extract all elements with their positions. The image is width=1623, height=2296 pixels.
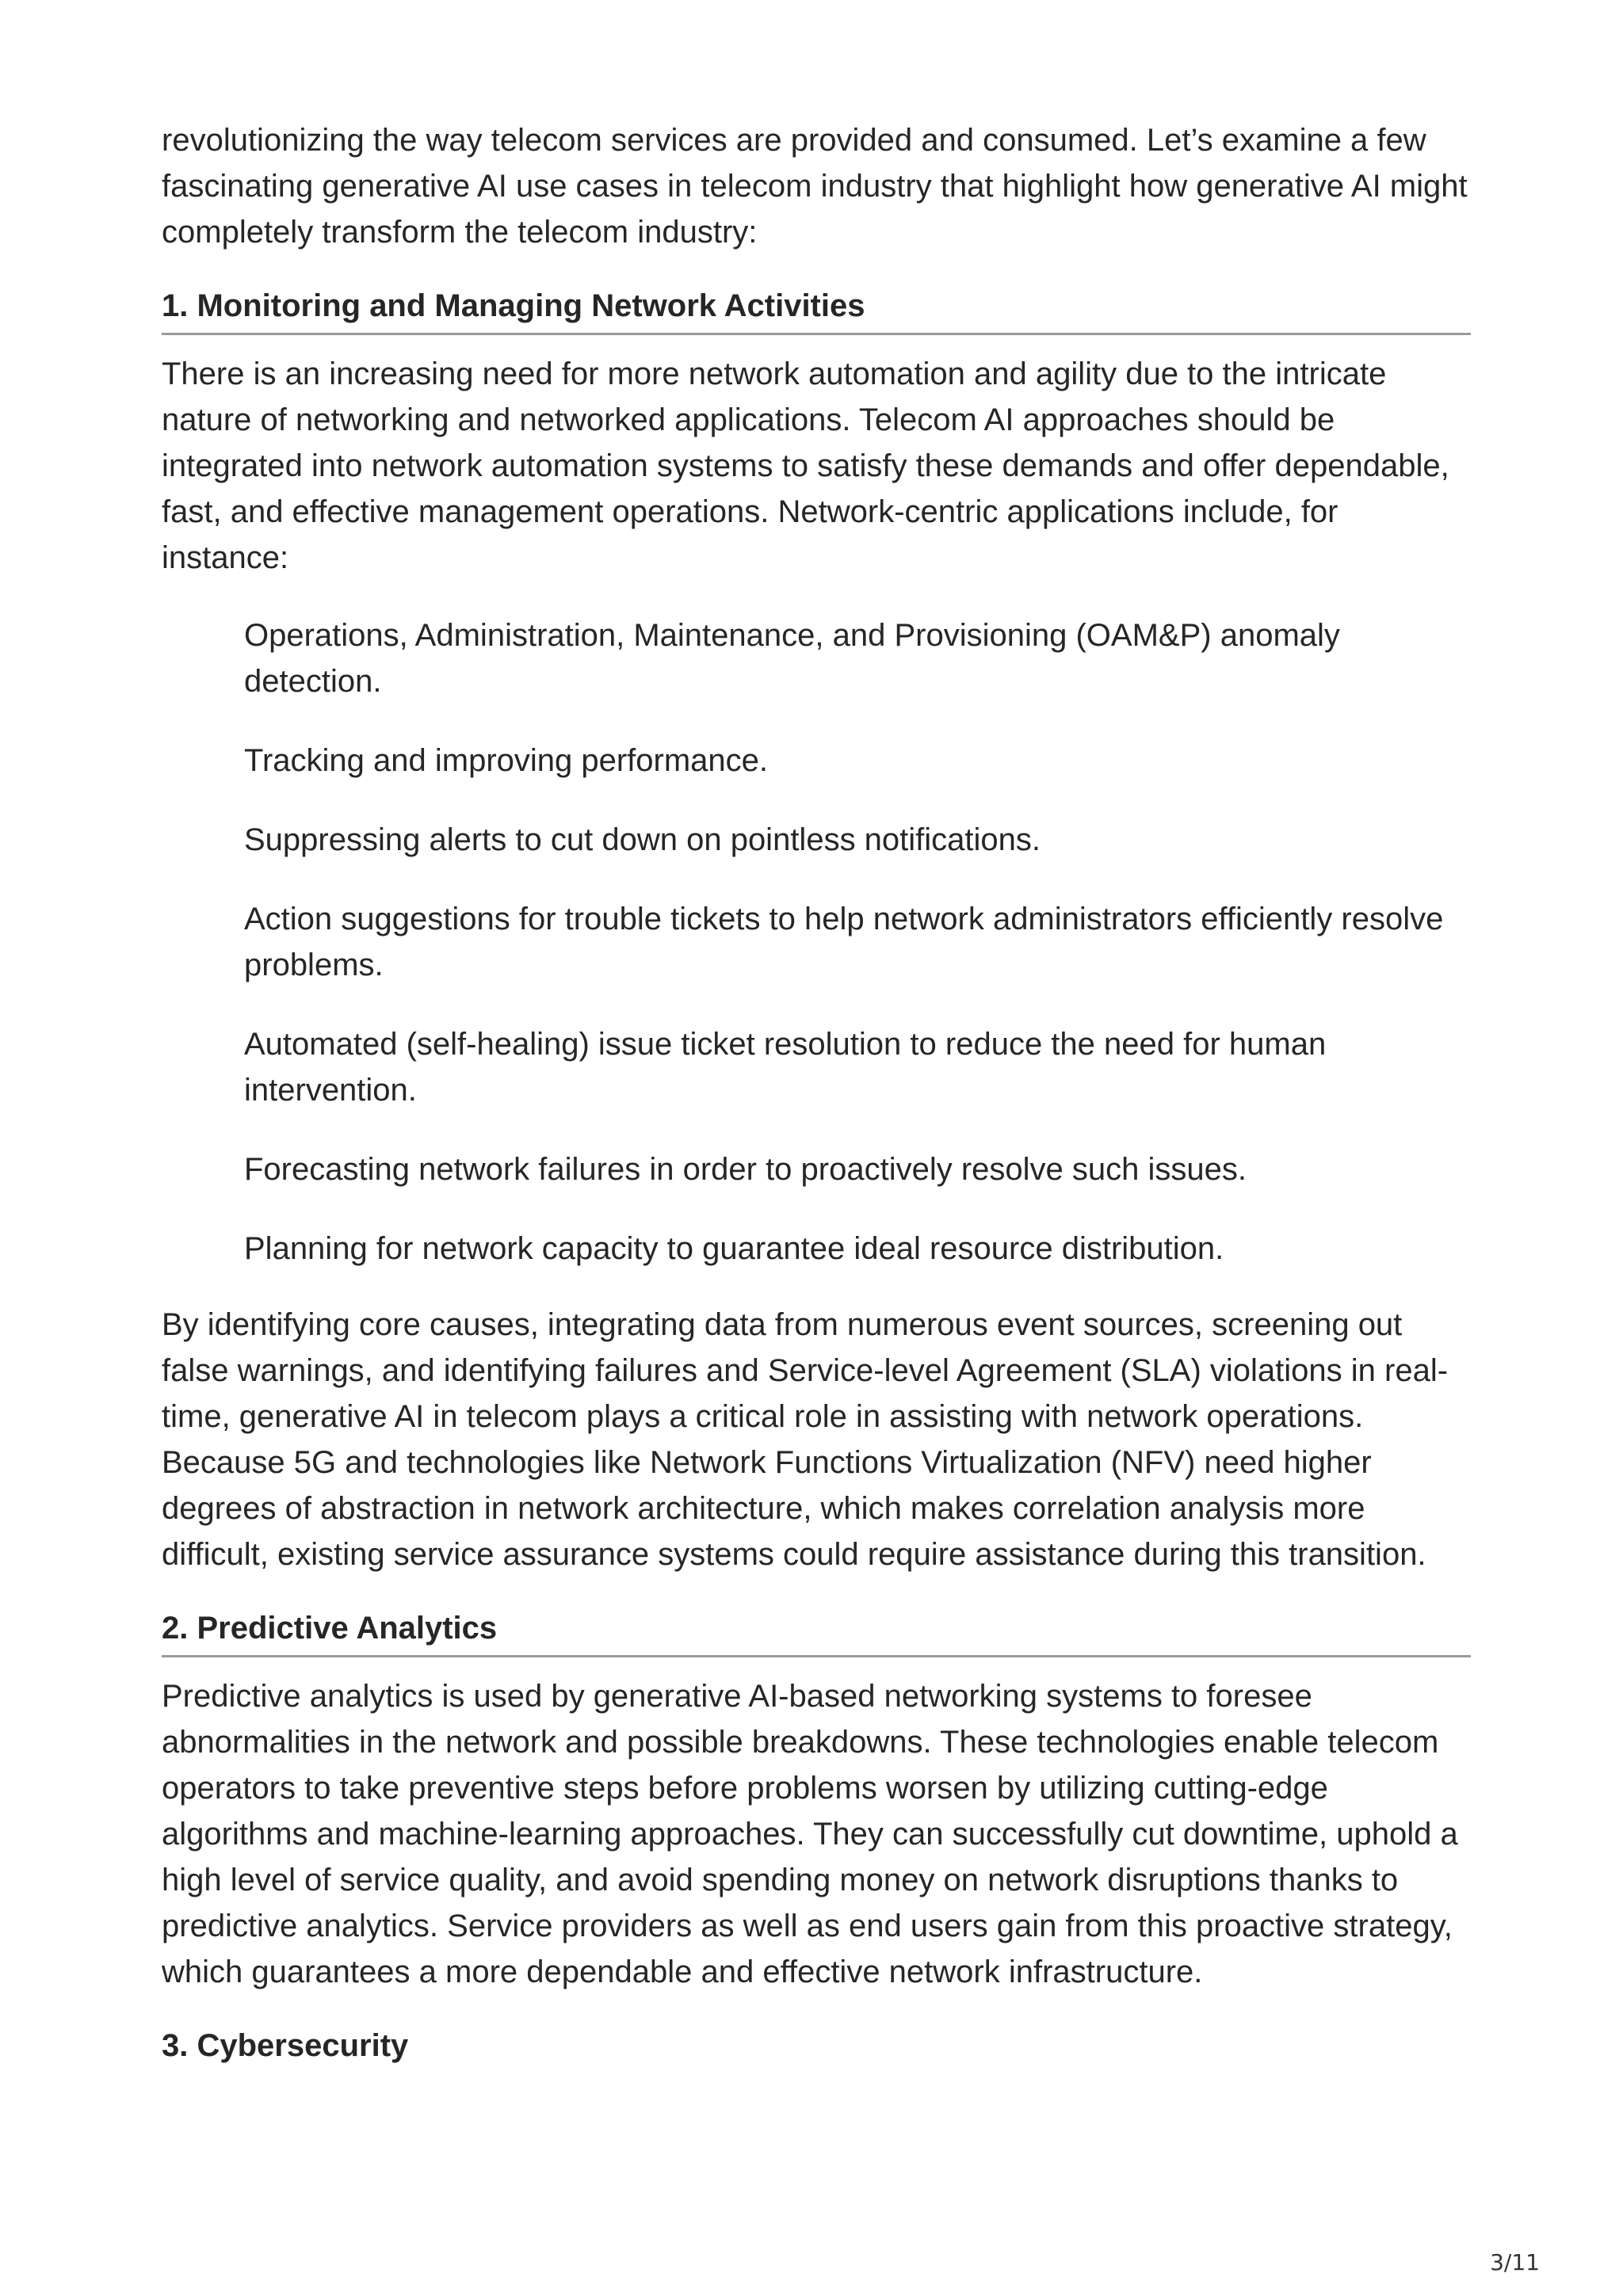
section-heading-predictive-analytics: 2. Predictive Analytics [162,1609,1471,1657]
section-paragraph-predictive-analytics: Predictive analytics is used by generative AI-based networking systems to foresee abnormalities in the network and possible breakdowns. These technologies enable telecom operators to take preventive steps before problems worsen by utilizing cutting-edge algorithms and machine-learning approaches. They can successfully cut downtime, uphold a high level of service quality, and avoid spending money on network disruptions thanks to predictive analytics. Service providers as well as end users gain from this proactive strategy, which guarantees a more dependable and effective network infrastructure. [162,1679,1458,1989]
list-item: Tracking and improving performance. [244,743,769,778]
section-cybersecurity [162,2027,1471,2073]
list-item: Operations, Administration, Maintenance, and Provisioning (OAM&P) anomaly detection. [244,618,1340,699]
list-item: Planning for network capacity to guarantee ideal resource distribution. [244,1231,1224,1266]
section-heading-monitoring: 1. Monitoring and Managing Network Activities [162,287,1471,335]
document-page [162,117,1471,2088]
network-applications-list [162,612,1471,1272]
section-heading-cybersecurity: 3. Cybersecurity [162,2028,409,2063]
section-predictive-analytics [162,1609,1471,1995]
section-paragraph-monitoring: There is an increasing need for more network automation and agility due to the intricate nature of networking and networked applications. Telecom AI approaches should be integrated into network automation systems to satisfy these demands and offer dependable, fast, and effective management operations. Network-centric applications include, for instance: [162,357,1449,575]
intro-paragraph: revolutionizing the way telecom services are provided and consumed. Let’s examine a few fascinating generative AI use cases in telecom industry that highlight how generative AI might completely transform the telecom industry: [162,123,1468,250]
list-item: Automated (self-healing) issue ticket resolution to reduce the need for human intervention. [244,1027,1327,1108]
list-item: Suppressing alerts to cut down on pointless notifications. [244,822,1041,857]
list-item: Action suggestions for trouble tickets to help network administrators efficiently resolve problems. [244,902,1444,982]
section-monitoring [162,287,1471,1577]
page-number: 3/11 [1490,2249,1540,2275]
section-closing-monitoring: By identifying core causes, integrating data from numerous event sources, screening out false warnings, and identifying failures and Service-level Agreement (SLA) violations in real-time, generative AI in telecom plays a critical role in assisting with network operations. Because 5G and technologies like Network Functions Virtualization (NFV) need higher degrees of abstraction in network architecture, which makes correlation analysis more difficult, existing service assurance systems could require assistance during this transition. [162,1307,1449,1572]
list-item: Forecasting network failures in order to proactively resolve such issues. [244,1152,1247,1187]
